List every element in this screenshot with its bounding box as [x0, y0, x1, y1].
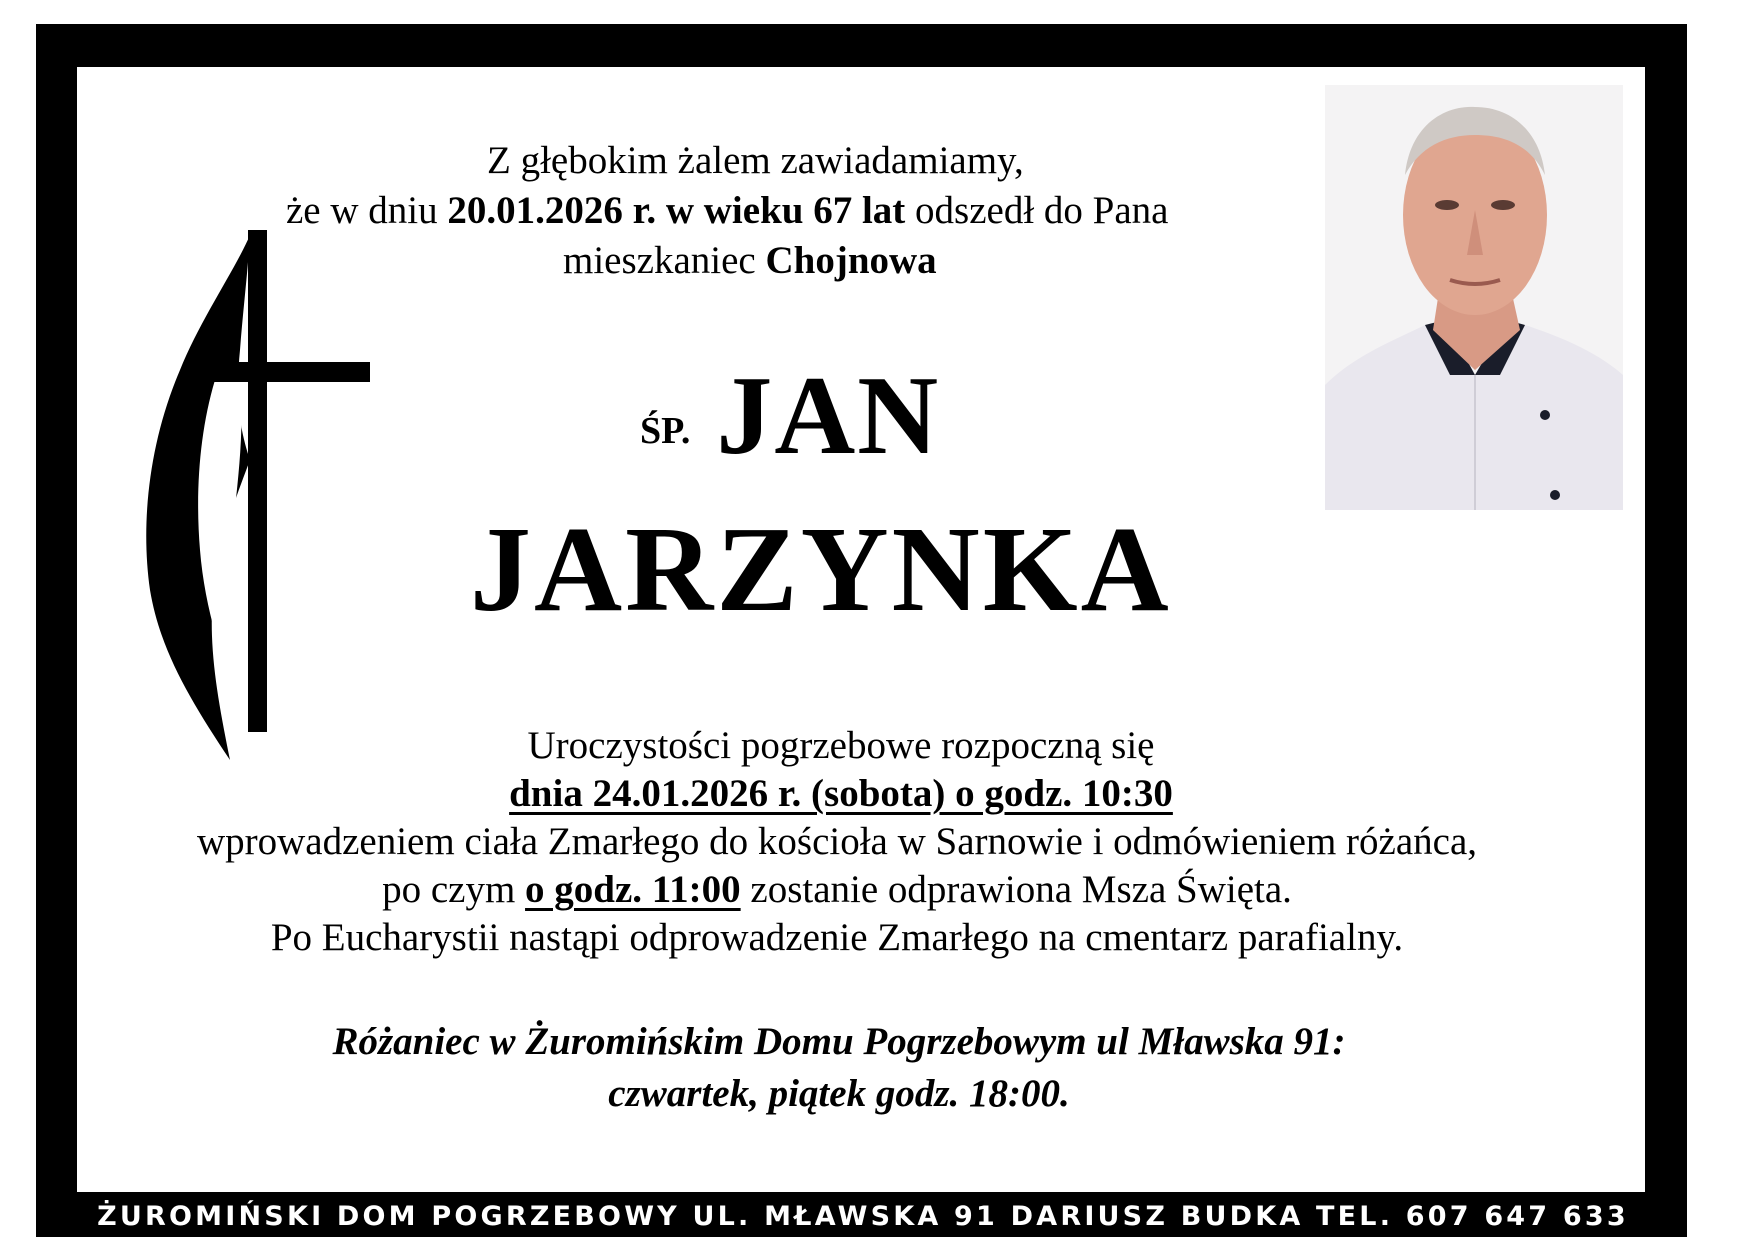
intro-line-3-pre: mieszkaniec: [563, 239, 766, 282]
residence-town: Chojnowa: [765, 239, 937, 282]
ceremony-line-3: wprowadzeniem ciała Zmarłego do kościoła w Sarnowie i odmówieniem różańca,: [196, 820, 1478, 863]
ceremony-line-5: Po Eucharystii nastąpi odprowadzenie Zmarłego na cmentarz parafialny.: [270, 916, 1404, 959]
rosary-text: [0, 1016, 1754, 1120]
funeral-home-footer: ŻUROMIŃSKI DOM POGRZEBOWY UL. MŁAWSKA 91 DARIUSZ BUDKA TEL. 607 647 633: [97, 1200, 1629, 1232]
rosary-line-1: Różaniec w Żuromińskim Domu Pogrzebowym ul Mławska 91:: [332, 1020, 1346, 1063]
ceremony-line-1: Uroczystości pogrzebowe rozpoczną się: [527, 724, 1155, 767]
mass-time: o godz. 11:00: [525, 868, 741, 911]
intro-line-2: [286, 186, 1169, 236]
cross-with-flame-icon: [140, 230, 375, 770]
funeral-datetime: dnia 24.01.2026 r. (sobota) o godz. 10:30: [509, 772, 1173, 815]
ceremony-text: [0, 722, 1754, 962]
portrait-photo: [1325, 85, 1623, 510]
title-prefix: ŚP.: [640, 410, 691, 452]
intro-line-2-post: odszedł do Pana: [905, 189, 1169, 232]
intro-line-1: Z głębokim żalem zawiadamiamy,: [487, 139, 1024, 182]
ceremony-line-4-pre: po czym: [382, 868, 526, 911]
intro-line-3: [563, 236, 937, 286]
deceased-first-name-row: [640, 352, 940, 481]
ceremony-line-4-post: zostanie odprawiona Msza Święta.: [740, 868, 1292, 911]
intro-line-2-pre: że w dniu: [286, 189, 448, 232]
rosary-line-2: czwartek, piątek godz. 18:00.: [608, 1072, 1070, 1115]
death-date-age: 20.01.2026 r. w wieku 67 lat: [447, 189, 906, 232]
ceremony-line-2: [0, 770, 1718, 818]
first-name: JAN: [716, 354, 941, 478]
last-name: JARZYNKA: [470, 502, 1172, 637]
ceremony-line-4: [0, 866, 1714, 914]
